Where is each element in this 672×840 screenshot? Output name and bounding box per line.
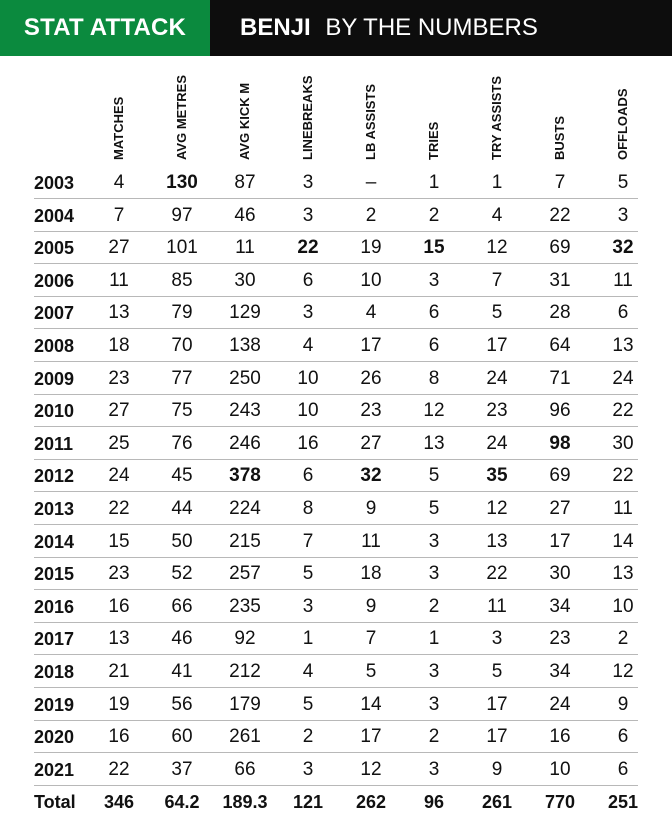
column-header-avg-kick-m: AVG KICK M bbox=[237, 82, 252, 160]
cell-linebreaks: 4 bbox=[302, 335, 314, 356]
cell-lb-assists: 27 bbox=[360, 432, 382, 454]
cell-matches: 22 bbox=[108, 758, 130, 780]
cell-offloads: 24 bbox=[612, 367, 634, 389]
cell-try-assists: 1 bbox=[491, 172, 503, 193]
cell-tries: 96 bbox=[423, 792, 445, 813]
cell-offloads: 22 bbox=[612, 465, 634, 487]
year-cell: 2021 bbox=[34, 759, 75, 780]
cell-matches: 11 bbox=[109, 269, 129, 291]
cell-avg-kick-m: 224 bbox=[229, 498, 261, 519]
cell-busts: 30 bbox=[549, 563, 571, 585]
cell-matches: 13 bbox=[108, 302, 130, 324]
table-row bbox=[34, 656, 638, 688]
cell-linebreaks: 5 bbox=[302, 693, 314, 715]
cell-lb-assists: 19 bbox=[360, 237, 382, 259]
cell-try-assists: 3 bbox=[491, 628, 503, 650]
column-header-lb-assists: LB ASSISTS bbox=[363, 83, 378, 160]
cell-offloads: 6 bbox=[617, 726, 629, 748]
cell-avg-kick-m: 235 bbox=[229, 595, 261, 617]
cell-linebreaks: 121 bbox=[292, 792, 324, 813]
cell-matches: 21 bbox=[108, 661, 130, 682]
table-row bbox=[34, 395, 638, 427]
year-cell: 2015 bbox=[34, 564, 75, 585]
cell-matches: 13 bbox=[108, 628, 130, 650]
cell-offloads: 22 bbox=[612, 400, 634, 422]
table-row bbox=[34, 428, 638, 460]
cell-avg-kick-m: 243 bbox=[229, 400, 261, 422]
cell-busts: 69 bbox=[549, 237, 571, 259]
cell-tries: 3 bbox=[428, 661, 440, 682]
cell-lb-assists: 17 bbox=[360, 335, 382, 356]
cell-avg-kick-m: 138 bbox=[229, 335, 261, 356]
cell-avg-metres: 66 bbox=[171, 595, 193, 617]
cell-linebreaks: 2 bbox=[302, 726, 314, 748]
cell-try-assists: 11 bbox=[487, 595, 507, 617]
cell-matches: 16 bbox=[108, 595, 130, 617]
cell-offloads: 11 bbox=[613, 269, 633, 291]
cell-tries: 3 bbox=[428, 269, 440, 291]
cell-tries: 2 bbox=[428, 204, 440, 226]
cell-avg-metres: 130 bbox=[166, 172, 198, 193]
cell-tries: 6 bbox=[428, 335, 440, 356]
cell-linebreaks: 1 bbox=[302, 628, 314, 650]
cell-avg-metres: 37 bbox=[171, 758, 193, 780]
table-row bbox=[34, 493, 638, 525]
table-row bbox=[34, 754, 638, 786]
table-row bbox=[34, 297, 638, 329]
cell-busts: 96 bbox=[549, 400, 571, 422]
cell-lb-assists: 14 bbox=[360, 693, 382, 715]
table-row bbox=[34, 689, 638, 721]
cell-tries: 3 bbox=[428, 563, 440, 585]
cell-linebreaks: 3 bbox=[302, 204, 314, 226]
total-row bbox=[34, 786, 638, 818]
cell-busts: 16 bbox=[549, 726, 571, 748]
cell-avg-metres: 97 bbox=[171, 204, 193, 226]
cell-tries: 13 bbox=[423, 432, 445, 454]
cell-avg-kick-m: 257 bbox=[229, 563, 261, 585]
cell-avg-metres: 41 bbox=[171, 661, 193, 682]
year-cell: 2012 bbox=[34, 466, 75, 487]
cell-try-assists: 4 bbox=[491, 204, 503, 226]
cell-matches: 16 bbox=[108, 726, 130, 748]
cell-offloads: 251 bbox=[607, 792, 639, 813]
cell-offloads: 2 bbox=[617, 628, 629, 650]
cell-avg-metres: 52 bbox=[171, 563, 193, 585]
table-row bbox=[34, 232, 638, 264]
cell-matches: 15 bbox=[108, 530, 130, 552]
cell-busts: 10 bbox=[549, 758, 571, 780]
cell-busts: 24 bbox=[549, 693, 571, 715]
cell-offloads: 32 bbox=[612, 237, 634, 259]
column-header-linebreaks: LINEBREAKS bbox=[300, 75, 315, 160]
cell-tries: 12 bbox=[423, 400, 445, 422]
cell-try-assists: 24 bbox=[486, 367, 508, 389]
cell-tries: 15 bbox=[423, 237, 445, 259]
cell-avg-kick-m: 92 bbox=[234, 628, 256, 650]
cell-offloads: 30 bbox=[612, 432, 634, 454]
table-row bbox=[34, 330, 638, 362]
cell-linebreaks: 3 bbox=[302, 172, 314, 193]
cell-tries: 5 bbox=[428, 498, 440, 519]
year-cell: 2007 bbox=[34, 303, 75, 324]
cell-tries: 5 bbox=[428, 465, 440, 487]
cell-try-assists: 17 bbox=[486, 726, 508, 748]
cell-busts: 64 bbox=[549, 335, 571, 356]
cell-tries: 2 bbox=[428, 726, 440, 748]
page-subtitle: BY THE NUMBERS bbox=[325, 14, 538, 41]
year-cell: 2005 bbox=[34, 238, 75, 259]
cell-busts: 98 bbox=[549, 432, 571, 454]
cell-offloads: 6 bbox=[617, 758, 629, 780]
cell-lb-assists: 4 bbox=[365, 302, 377, 324]
cell-matches: 27 bbox=[108, 400, 130, 422]
cell-tries: 6 bbox=[428, 302, 440, 324]
cell-busts: 770 bbox=[544, 792, 576, 813]
cell-matches: 7 bbox=[113, 204, 125, 226]
cell-avg-kick-m: 66 bbox=[234, 758, 256, 780]
cell-try-assists: 22 bbox=[486, 563, 508, 585]
cell-try-assists: 12 bbox=[486, 498, 508, 519]
cell-avg-kick-m: 215 bbox=[229, 530, 261, 552]
cell-matches: 4 bbox=[113, 172, 125, 193]
cell-tries: 8 bbox=[428, 367, 440, 389]
cell-tries: 1 bbox=[428, 628, 440, 650]
cell-tries: 1 bbox=[428, 172, 440, 193]
cell-matches: 23 bbox=[108, 563, 130, 585]
table-row bbox=[34, 200, 638, 232]
year-cell: 2003 bbox=[34, 173, 75, 193]
cell-lb-assists: 9 bbox=[365, 595, 377, 617]
cell-matches: 24 bbox=[108, 465, 130, 487]
cell-try-assists: 24 bbox=[486, 432, 508, 454]
cell-lb-assists: 26 bbox=[360, 367, 382, 389]
cell-avg-kick-m: 189.3 bbox=[222, 792, 268, 813]
table-row bbox=[34, 526, 638, 558]
cell-offloads: 11 bbox=[613, 498, 633, 519]
cell-busts: 34 bbox=[549, 595, 571, 617]
cell-offloads: 10 bbox=[612, 595, 634, 617]
cell-try-assists: 12 bbox=[486, 237, 508, 259]
cell-avg-metres: 76 bbox=[171, 432, 193, 454]
cell-lb-assists: 23 bbox=[360, 400, 382, 422]
cell-avg-kick-m: 250 bbox=[229, 367, 261, 389]
cell-busts: 31 bbox=[549, 269, 571, 291]
cell-busts: 71 bbox=[549, 367, 571, 389]
cell-offloads: 13 bbox=[612, 563, 634, 585]
cell-offloads: 14 bbox=[612, 530, 634, 552]
cell-linebreaks: 6 bbox=[302, 465, 314, 487]
cell-avg-metres: 64.2 bbox=[164, 792, 200, 813]
cell-busts: 17 bbox=[549, 530, 571, 552]
cell-lb-assists: 32 bbox=[360, 465, 382, 487]
cell-try-assists: 9 bbox=[491, 758, 503, 780]
cell-busts: 34 bbox=[549, 661, 571, 682]
table-row bbox=[34, 363, 638, 395]
cell-avg-kick-m: 212 bbox=[229, 661, 261, 682]
cell-avg-metres: 75 bbox=[171, 400, 193, 422]
cell-try-assists: 23 bbox=[486, 400, 508, 422]
table-row bbox=[34, 721, 638, 753]
cell-lb-assists: 9 bbox=[365, 498, 377, 519]
cell-try-assists: 35 bbox=[486, 465, 508, 487]
cell-lb-assists: 12 bbox=[360, 758, 382, 780]
cell-lb-assists: 5 bbox=[365, 661, 377, 682]
cell-lb-assists: 11 bbox=[361, 530, 381, 552]
cell-avg-metres: 101 bbox=[166, 237, 198, 259]
cell-avg-kick-m: 179 bbox=[229, 693, 261, 715]
cell-offloads: 5 bbox=[617, 172, 629, 193]
cell-try-assists: 261 bbox=[481, 792, 513, 813]
year-cell: 2016 bbox=[34, 596, 75, 617]
cell-matches: 22 bbox=[108, 498, 130, 519]
year-cell: 2004 bbox=[34, 205, 75, 226]
cell-linebreaks: 22 bbox=[297, 237, 319, 259]
cell-lb-assists: 262 bbox=[355, 792, 387, 813]
table-row bbox=[34, 167, 638, 199]
column-header-busts: BUSTS bbox=[552, 115, 567, 160]
cell-matches: 18 bbox=[108, 335, 130, 356]
player-name: BENJI bbox=[240, 14, 311, 41]
cell-avg-metres: 50 bbox=[171, 530, 193, 552]
table-row bbox=[34, 591, 638, 623]
cell-linebreaks: 4 bbox=[302, 661, 314, 682]
year-cell: 2013 bbox=[34, 499, 75, 519]
table-row bbox=[34, 460, 638, 492]
cell-linebreaks: 3 bbox=[302, 302, 314, 324]
cell-linebreaks: 6 bbox=[302, 269, 314, 291]
cell-try-assists: 17 bbox=[486, 335, 508, 356]
cell-lb-assists: 18 bbox=[360, 563, 382, 585]
cell-avg-kick-m: 378 bbox=[229, 465, 261, 487]
cell-linebreaks: 5 bbox=[302, 563, 314, 585]
cell-avg-metres: 56 bbox=[171, 693, 193, 715]
cell-offloads: 3 bbox=[617, 204, 629, 226]
column-header-avg-metres: AVG METRES bbox=[174, 75, 189, 160]
title-bar bbox=[210, 0, 672, 56]
cell-avg-metres: 79 bbox=[171, 302, 193, 324]
year-cell: 2020 bbox=[34, 727, 75, 748]
cell-tries: 3 bbox=[428, 758, 440, 780]
column-header-matches: MATCHES bbox=[111, 96, 126, 160]
cell-linebreaks: 10 bbox=[297, 400, 319, 422]
header-banner bbox=[0, 0, 672, 56]
cell-lb-assists: 17 bbox=[360, 726, 382, 748]
cell-offloads: 9 bbox=[617, 693, 629, 715]
cell-busts: 23 bbox=[549, 628, 571, 650]
cell-busts: 7 bbox=[554, 172, 566, 193]
cell-avg-kick-m: 129 bbox=[229, 302, 261, 324]
cell-offloads: 13 bbox=[612, 335, 634, 356]
cell-avg-kick-m: 11 bbox=[235, 237, 255, 259]
cell-try-assists: 5 bbox=[491, 661, 503, 682]
cell-avg-kick-m: 261 bbox=[229, 726, 261, 748]
table-row bbox=[34, 623, 638, 655]
cell-avg-metres: 85 bbox=[171, 269, 193, 291]
cell-linebreaks: 16 bbox=[297, 432, 319, 454]
column-header-try-assists: TRY ASSISTS bbox=[489, 75, 504, 160]
cell-matches: 25 bbox=[108, 432, 130, 454]
cell-avg-kick-m: 46 bbox=[234, 204, 256, 226]
cell-avg-kick-m: 246 bbox=[229, 432, 261, 454]
cell-matches: 27 bbox=[108, 237, 130, 259]
cell-linebreaks: 3 bbox=[302, 758, 314, 780]
cell-offloads: 12 bbox=[612, 661, 634, 682]
table-row bbox=[34, 265, 638, 297]
year-cell: 2008 bbox=[34, 336, 75, 356]
column-header-tries: TRIES bbox=[426, 121, 441, 160]
cell-tries: 3 bbox=[428, 530, 440, 552]
cell-avg-metres: 46 bbox=[171, 628, 193, 650]
cell-lb-assists: – bbox=[365, 172, 377, 193]
cell-avg-kick-m: 30 bbox=[234, 269, 256, 291]
year-cell: 2019 bbox=[34, 694, 75, 715]
cell-avg-metres: 77 bbox=[171, 367, 193, 389]
year-cell: 2018 bbox=[34, 662, 75, 682]
year-cell: 2011 bbox=[34, 433, 74, 454]
cell-try-assists: 7 bbox=[491, 269, 503, 291]
cell-linebreaks: 10 bbox=[297, 367, 319, 389]
cell-busts: 22 bbox=[549, 204, 571, 226]
cell-linebreaks: 3 bbox=[302, 595, 314, 617]
cell-busts: 27 bbox=[549, 498, 571, 519]
cell-avg-metres: 70 bbox=[171, 335, 193, 356]
year-cell: 2010 bbox=[34, 401, 75, 422]
cell-lb-assists: 2 bbox=[365, 204, 377, 226]
total-label: Total bbox=[34, 792, 76, 813]
cell-matches: 19 bbox=[108, 693, 130, 715]
year-cell: 2014 bbox=[34, 531, 75, 552]
cell-avg-metres: 44 bbox=[171, 498, 193, 519]
cell-matches: 346 bbox=[103, 792, 135, 813]
cell-try-assists: 17 bbox=[486, 693, 508, 715]
cell-linebreaks: 8 bbox=[302, 498, 314, 519]
cell-tries: 3 bbox=[428, 693, 440, 715]
column-header-offloads: OFFLOADS bbox=[615, 88, 630, 160]
cell-lb-assists: 10 bbox=[360, 269, 382, 291]
cell-offloads: 6 bbox=[617, 302, 629, 324]
year-cell: 2009 bbox=[34, 368, 75, 389]
cell-tries: 2 bbox=[428, 595, 440, 617]
cell-avg-metres: 60 bbox=[171, 726, 193, 748]
cell-avg-metres: 45 bbox=[171, 465, 193, 487]
cell-try-assists: 5 bbox=[491, 302, 503, 324]
table-row bbox=[34, 558, 638, 590]
cell-busts: 28 bbox=[549, 302, 571, 324]
year-cell: 2006 bbox=[34, 270, 75, 291]
cell-try-assists: 13 bbox=[486, 530, 508, 552]
year-cell: 2017 bbox=[34, 629, 75, 650]
section-label: STAT ATTACK bbox=[0, 0, 210, 56]
cell-matches: 23 bbox=[108, 367, 130, 389]
cell-busts: 69 bbox=[549, 465, 571, 487]
cell-lb-assists: 7 bbox=[365, 628, 377, 650]
cell-avg-kick-m: 87 bbox=[234, 172, 256, 193]
cell-linebreaks: 7 bbox=[302, 530, 314, 552]
